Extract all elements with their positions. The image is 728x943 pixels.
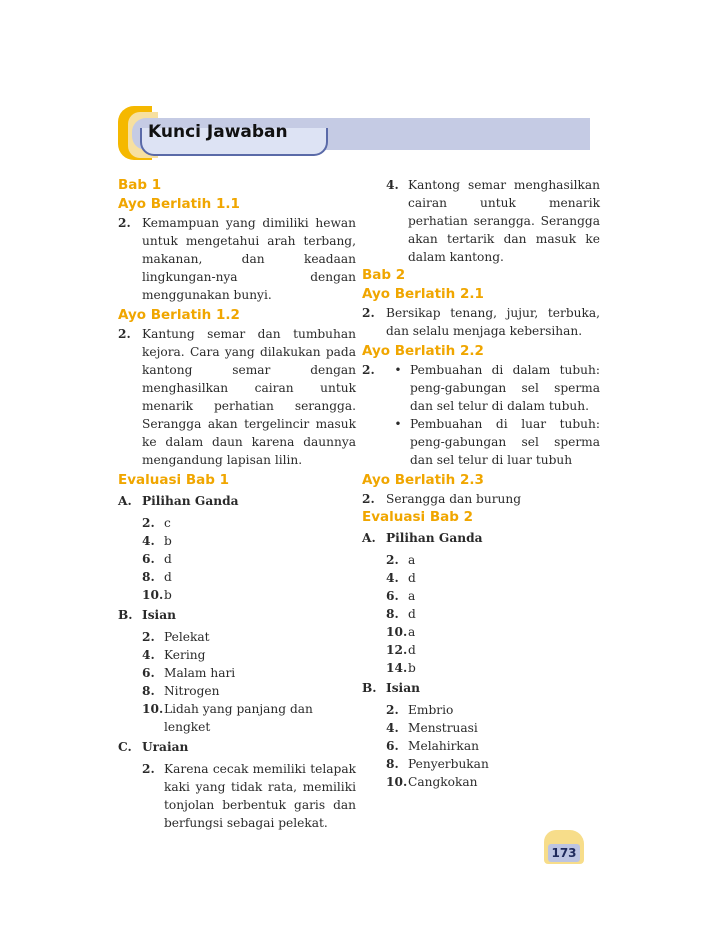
list-item bbox=[142, 568, 356, 586]
answer-item bbox=[362, 361, 600, 469]
item-number: 2. bbox=[118, 327, 131, 341]
item-value: a bbox=[408, 553, 416, 567]
item-text: Kantung semar dan tumbuhan kejora. Cara yang dilakukan pada kantong semar dengan menghasilkan cairan untuk menarik perhatian serangga. Serangga akan tergelincir masuk ke dalam daun karena daunnya mengandung lapisan lilin. bbox=[142, 327, 356, 467]
item-number: 6. bbox=[142, 666, 155, 680]
list-item bbox=[142, 682, 356, 700]
subsection-label: Pilihan Ganda bbox=[386, 531, 483, 545]
item-number: 2. bbox=[142, 762, 155, 776]
item-number: 2. bbox=[142, 516, 155, 530]
item-value: Kering bbox=[164, 648, 206, 662]
list-item bbox=[386, 569, 600, 587]
item-value: d bbox=[164, 570, 172, 584]
item-value: Menstruasi bbox=[408, 721, 478, 735]
item-number: 4. bbox=[386, 721, 399, 735]
subsection-letter: A. bbox=[362, 531, 376, 545]
item-number: 8. bbox=[142, 570, 155, 584]
subsection-letter: C. bbox=[118, 740, 132, 754]
item-value: c bbox=[164, 516, 171, 530]
item-number: 4. bbox=[386, 571, 399, 585]
section-heading: Ayo Berlatih 2.3 bbox=[362, 472, 484, 488]
subsection-heading bbox=[118, 738, 356, 756]
list-item bbox=[142, 514, 356, 532]
item-value: d bbox=[164, 552, 172, 566]
page-title: Kunci Jawaban bbox=[148, 122, 288, 142]
bullet-icon: • bbox=[394, 363, 402, 377]
item-number: 10. bbox=[142, 588, 164, 602]
item-text: Pembuahan di dalam tubuh: peng-gabungan sel sperma dan sel telur di dalam tubuh. bbox=[410, 363, 600, 413]
bullet-item bbox=[386, 415, 600, 469]
subsection-label: Pilihan Ganda bbox=[142, 494, 239, 508]
item-number: 14. bbox=[386, 661, 408, 675]
item-value: a bbox=[408, 625, 416, 639]
subsection-heading bbox=[118, 606, 356, 624]
list-item bbox=[386, 659, 600, 677]
section-heading: Ayo Berlatih 1.2 bbox=[118, 307, 240, 323]
list-item bbox=[142, 532, 356, 550]
answer-item bbox=[142, 760, 356, 832]
item-value: b bbox=[164, 534, 172, 548]
item-number: 10. bbox=[386, 625, 408, 639]
subsection-letter: B. bbox=[362, 681, 377, 695]
item-value: d bbox=[408, 571, 416, 585]
item-value: Melahirkan bbox=[408, 739, 479, 753]
right-column bbox=[362, 176, 600, 791]
subsection-heading bbox=[118, 492, 356, 510]
item-text: Kantong semar menghasilkan cairan untuk menarik perhatian serangga. Serangga akan tertarik dan masuk ke dalam kantong. bbox=[408, 178, 600, 264]
item-value: Pelekat bbox=[164, 630, 210, 644]
item-number: 8. bbox=[386, 607, 399, 621]
section-heading: Evaluasi Bab 2 bbox=[362, 509, 473, 525]
page-number: 173 bbox=[548, 844, 580, 862]
list-item bbox=[386, 623, 600, 641]
list-item bbox=[142, 646, 356, 664]
list-item bbox=[386, 641, 600, 659]
chapter-heading: Bab 1 bbox=[118, 177, 162, 193]
left-column bbox=[118, 176, 356, 832]
bullet-icon: • bbox=[394, 417, 402, 431]
item-number: 2. bbox=[362, 492, 375, 506]
item-number: 8. bbox=[142, 684, 155, 698]
item-number: 2. bbox=[142, 630, 155, 644]
item-value: d bbox=[408, 643, 416, 657]
list-item bbox=[142, 628, 356, 646]
subsection-letter: A. bbox=[118, 494, 132, 508]
item-number: 8. bbox=[386, 757, 399, 771]
item-value: Malam hari bbox=[164, 666, 236, 680]
item-number: 6. bbox=[386, 589, 399, 603]
item-number: 10. bbox=[142, 702, 164, 716]
item-text: Kemampuan yang dimiliki hewan untuk mengetahui arah terbang, makanan, dan keadaan lingkungan-nya dengan menggunakan bunyi. bbox=[142, 216, 356, 302]
item-number: 2. bbox=[118, 216, 131, 230]
list-item bbox=[386, 551, 600, 569]
item-number: 2. bbox=[386, 703, 399, 717]
item-number: 4. bbox=[142, 648, 155, 662]
item-number: 6. bbox=[142, 552, 155, 566]
answer-item bbox=[362, 304, 600, 340]
item-number: 12. bbox=[386, 643, 408, 657]
item-text: Karena cecak memiliki telapak kaki yang tidak rata, memiliki tonjolan berbentuk garis dan berfungsi sebagai pelekat. bbox=[164, 762, 356, 830]
list-item bbox=[386, 605, 600, 623]
subsection-label: Isian bbox=[142, 608, 176, 622]
list-item bbox=[386, 701, 600, 719]
section-heading: Ayo Berlatih 1.1 bbox=[118, 196, 240, 212]
item-number: 2. bbox=[362, 363, 375, 377]
answer-item bbox=[118, 214, 356, 304]
section-heading: Ayo Berlatih 2.2 bbox=[362, 343, 484, 359]
subsection-heading bbox=[362, 679, 600, 697]
list-item bbox=[386, 755, 600, 773]
list-item bbox=[386, 719, 600, 737]
item-value: Lidah yang panjang dan lengket bbox=[164, 702, 313, 734]
item-text: Serangga dan burung bbox=[386, 492, 522, 506]
section-heading: Evaluasi Bab 1 bbox=[118, 472, 229, 488]
subsection-label: Isian bbox=[386, 681, 420, 695]
answer-item bbox=[362, 490, 600, 508]
item-number: 10. bbox=[386, 775, 408, 789]
item-number: 4. bbox=[386, 178, 399, 192]
list-item bbox=[142, 550, 356, 568]
list-item bbox=[142, 700, 356, 736]
item-value: Penyerbukan bbox=[408, 757, 489, 771]
item-number: 2. bbox=[386, 553, 399, 567]
item-number: 4. bbox=[142, 534, 155, 548]
item-text: Pembuahan di luar tubuh: peng-gabungan sel sperma dan sel telur di luar tubuh bbox=[410, 417, 600, 467]
item-value: d bbox=[408, 607, 416, 621]
item-value: Nitrogen bbox=[164, 684, 220, 698]
continued-answer bbox=[362, 176, 600, 266]
item-value: a bbox=[408, 589, 416, 603]
section-heading: Ayo Berlatih 2.1 bbox=[362, 286, 484, 302]
item-value: b bbox=[164, 588, 172, 602]
bullet-item bbox=[386, 361, 600, 415]
subsection-letter: B. bbox=[118, 608, 133, 622]
list-item bbox=[386, 773, 600, 791]
item-text: Bersikap tenang, jujur, terbuka, dan selalu menjaga kebersihan. bbox=[386, 306, 600, 338]
item-value: Embrio bbox=[408, 703, 454, 717]
subsection-heading bbox=[362, 529, 600, 547]
item-number: 2. bbox=[362, 306, 375, 320]
item-value: b bbox=[408, 661, 416, 675]
item-number: 6. bbox=[386, 739, 399, 753]
list-item bbox=[386, 587, 600, 605]
chapter-heading: Bab 2 bbox=[362, 267, 406, 283]
item-value: Cangkokan bbox=[408, 775, 478, 789]
list-item bbox=[386, 737, 600, 755]
list-item bbox=[142, 586, 356, 604]
list-item bbox=[142, 664, 356, 682]
answer-item bbox=[118, 325, 356, 469]
answer-item bbox=[386, 176, 600, 266]
subsection-label: Uraian bbox=[142, 740, 189, 754]
